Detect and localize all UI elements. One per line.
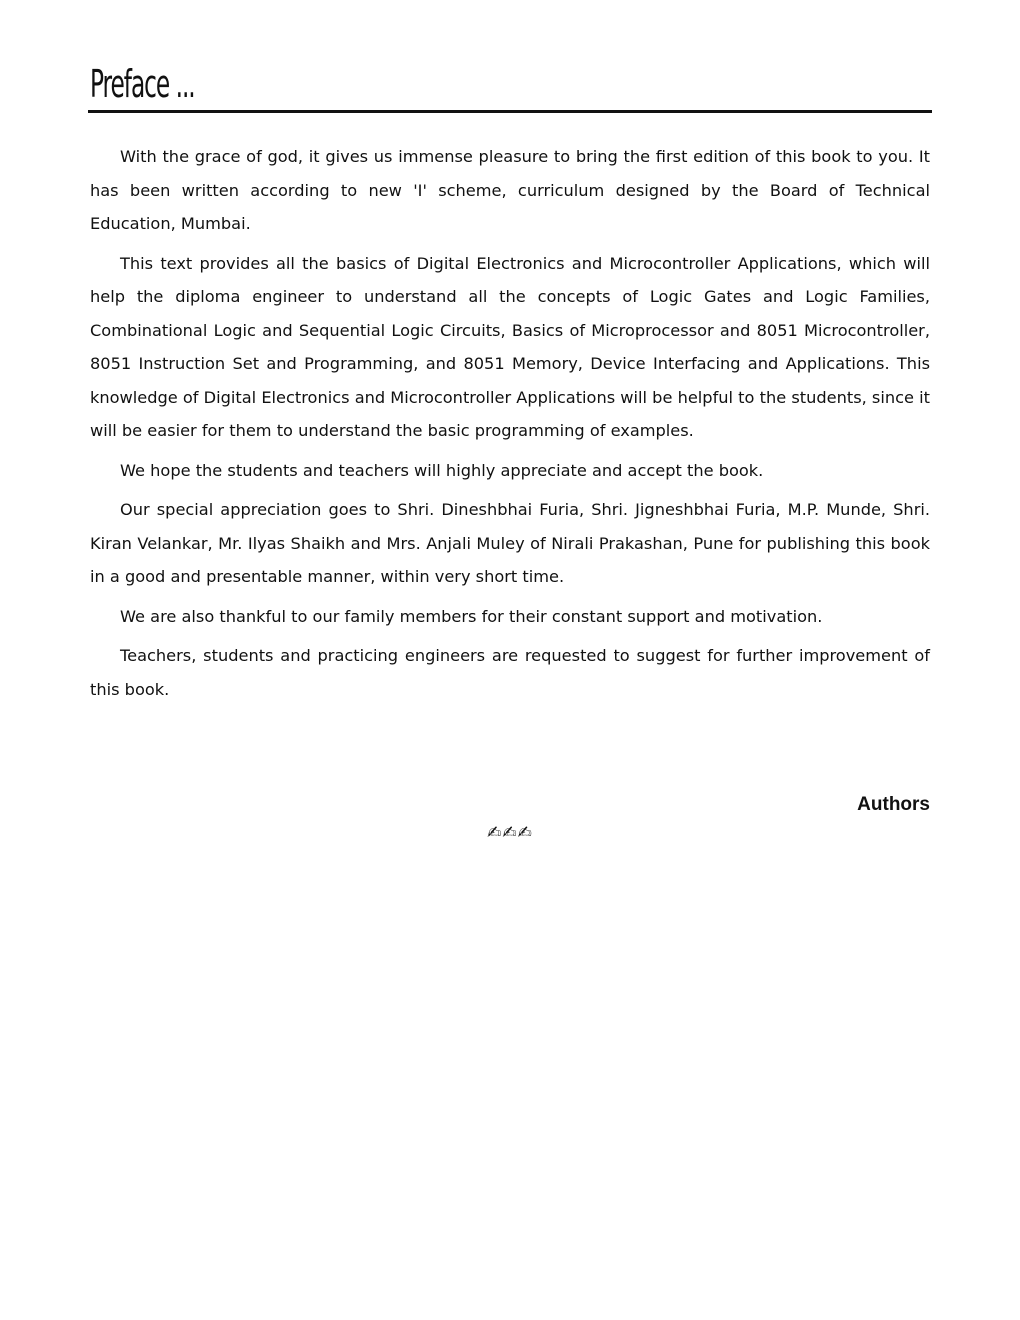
writing-hand-icon: ✍✍✍: [487, 823, 533, 843]
paragraph-feedback: Teachers, students and practicing engineers are requested to suggest for further improvement of this book.: [90, 646, 930, 699]
paragraph-intro: With the grace of god, it gives us immense pleasure to bring the first edition of this book to you. It has been written according to new 'I' scheme, curriculum designed by the Board of Technical Education, Mumbai.: [90, 147, 930, 233]
preface-body: [90, 140, 930, 712]
page-title: Preface ...: [90, 62, 195, 106]
paragraph-contents: This text provides all the basics of Digital Electronics and Microcontroller Applications, which will help the diploma engineer to understand all the concepts of Logic Gates and Logic Families, Combinational Logic and Sequential Logic Circuits, Basics of Microprocessor and 8051 Microcontroller, 8051 Instruction Set and Programming, and 8051 Memory, Device Interfacing and Applications. This knowledge of Digital Electronics and Microcontroller Applications will be helpful to the students, since it will be easier for them to understand the basic programming of examples.: [90, 253, 930, 440]
authors-signature: Authors: [857, 794, 930, 815]
paragraph-hope: We hope the students and teachers will highly appreciate and accept the book.: [120, 460, 764, 480]
paragraph-family: We are also thankful to our family members for their constant support and motivation.: [120, 606, 823, 626]
title-underline: [88, 110, 932, 113]
paragraph-appreciation: Our special appreciation goes to Shri. Dineshbhai Furia, Shri. Jigneshbhai Furia, M.P. Munde, Shri. Kiran Velankar, Mr. Ilyas Shaikh and Mrs. Anjali Muley of Nirali Prakashan, Pune for publishing this book in a good and presentable manner, within very short time.: [90, 500, 930, 586]
